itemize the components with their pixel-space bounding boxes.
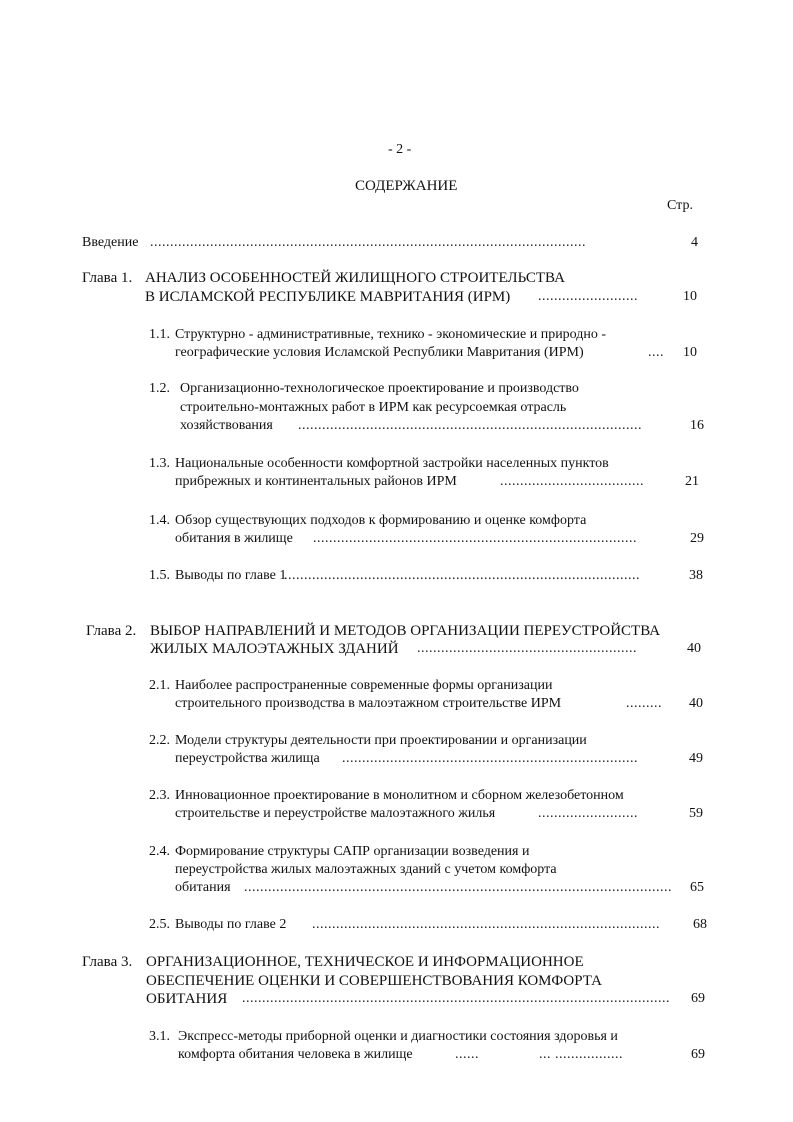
section-1-4-number: 1.4. <box>149 513 170 528</box>
section-2-2-number: 2.2. <box>149 733 170 748</box>
section-1-4-line1: Обзор существующих подходов к формированию и оценке комфорта <box>175 513 587 528</box>
chapter-2-label: Глава 2. <box>86 623 137 639</box>
chapter-2-page: 40 <box>687 641 701 656</box>
section-1-1-number: 1.1. <box>149 327 170 342</box>
section-2-2-page: 49 <box>689 751 703 766</box>
leader-dots: ................................................................................. <box>313 531 637 546</box>
chapter-1-label: Глава 1. <box>82 270 133 286</box>
section-3-1-line2: комфорта обитания человека в жилище <box>178 1047 413 1062</box>
chapter-3-title-line2: ОБЕСПЕЧЕНИЕ ОЦЕНКИ И СОВЕРШЕНСТВОВАНИЯ КОМФОРТА <box>146 973 602 989</box>
section-1-3-line1: Национальные особенности комфортной застройки населенных пунктов <box>175 456 609 471</box>
section-1-2-number: 1.2. <box>149 381 170 396</box>
section-1-5-line1: Выводы по главе 1 <box>175 568 287 583</box>
chapter-1-title-line2: В ИСЛАМСКОЙ РЕСПУБЛИКЕ МАВРИТАНИЯ (ИРМ) <box>145 289 511 305</box>
section-2-5-number: 2.5. <box>149 917 170 932</box>
section-2-1-line1: Наиболее распространенные современные формы организации <box>175 678 553 693</box>
page-title: СОДЕРЖАНИЕ <box>355 178 458 194</box>
section-2-5-page: 68 <box>693 917 707 932</box>
section-2-3-line2: строительстве и переустройстве малоэтажного жилья <box>175 806 496 821</box>
leader-dots: ......... <box>626 696 662 711</box>
leader-dots: ........................................................................................................... <box>242 991 670 1006</box>
leader-dots: ...................................................................................... <box>298 418 642 433</box>
section-2-4-number: 2.4. <box>149 844 170 859</box>
leader-dots: .... <box>648 345 664 360</box>
section-2-1-page: 40 <box>689 696 703 711</box>
leader-dots: .................................... <box>500 474 644 489</box>
section-1-4-page: 29 <box>690 531 704 546</box>
leader-dots: ............................................................................................................. <box>150 235 586 250</box>
section-2-4-line1: Формирование структуры САПР организации возведения и <box>175 844 530 859</box>
page-number: - 2 - <box>388 142 412 157</box>
section-2-5-line1: Выводы по главе 2 <box>175 917 287 932</box>
leader-dots: ......................... <box>538 806 638 821</box>
chapter-2-title-line1: ВЫБОР НАПРАВЛЕНИЙ И МЕТОДОВ ОРГАНИЗАЦИИ ПЕРЕУСТРОЙСТВА <box>150 623 661 639</box>
toc-entry-intro-label: Введение <box>82 235 139 250</box>
section-1-3-number: 1.3. <box>149 456 170 471</box>
leader-dots: ....................................................................................... <box>312 917 660 932</box>
section-1-2-page: 16 <box>690 418 704 433</box>
chapter-3-label: Глава 3. <box>82 954 133 970</box>
section-1-2-line2: строительно-монтажных работ в ИРМ как ресурсоемкая отрасль <box>180 400 567 415</box>
section-1-3-line2: прибрежных и континентальных районов ИРМ <box>175 474 457 489</box>
section-1-1-line1: Структурно - административные, технико - экономические и природно - <box>175 327 607 342</box>
section-2-4-page: 65 <box>690 880 704 895</box>
section-2-2-line2: переустройства жилища <box>175 751 320 766</box>
section-1-1-page: 10 <box>683 345 697 360</box>
chapter-3-page: 69 <box>691 991 705 1006</box>
section-2-3-line1: Инновационное проектирование в монолитном и сборном железобетонном <box>175 788 624 803</box>
section-2-2-line1: Модели структуры деятельности при проектировании и организации <box>175 733 587 748</box>
chapter-1-page: 10 <box>683 289 697 304</box>
section-1-5-page: 38 <box>689 568 703 583</box>
page-column-label: Стр. <box>667 198 693 213</box>
leader-dots: .......................................................................... <box>342 751 638 766</box>
section-1-4-line2: обитания в жилище <box>175 531 293 546</box>
section-1-1-line2: географические условия Исламской Республики Мавритания (ИРМ) <box>175 345 584 360</box>
section-2-4-line3: обитания <box>175 880 231 895</box>
leader-dots: ........................................................................................................... <box>244 880 672 895</box>
section-2-1-number: 2.1. <box>149 678 170 693</box>
section-3-1-line1: Экспресс-методы приборной оценки и диагностики состояния здоровья и <box>178 1029 618 1044</box>
leader-dots: ......................... <box>538 289 638 304</box>
section-3-1-number: 3.1. <box>149 1029 170 1044</box>
chapter-2-title-line2: ЖИЛЫХ МАЛОЭТАЖНЫХ ЗДАНИЙ <box>150 641 399 657</box>
section-2-3-number: 2.3. <box>149 788 170 803</box>
leader-dots: ......................................................................................... <box>284 568 640 583</box>
leader-dots: ...... ... ................. <box>455 1047 623 1062</box>
leader-dots: ....................................................... <box>417 641 637 656</box>
toc-entry-intro-page: 4 <box>691 235 698 250</box>
chapter-1-title-line1: АНАЛИЗ ОСОБЕННОСТЕЙ ЖИЛИЩНОГО СТРОИТЕЛЬСТВА <box>145 270 565 286</box>
section-1-2-line3: хозяйствования <box>180 418 273 433</box>
section-2-4-line2: переустройства жилых малоэтажных зданий с учетом комфорта <box>175 862 557 877</box>
section-1-2-line1: Организационно-технологическое проектирование и производство <box>180 381 579 396</box>
section-2-1-line2: строительного производства в малоэтажном строительстве ИРМ <box>175 696 562 711</box>
section-1-5-number: 1.5. <box>149 568 170 583</box>
section-1-3-page: 21 <box>685 474 699 489</box>
section-2-3-page: 59 <box>689 806 703 821</box>
chapter-3-title-line1: ОРГАНИЗАЦИОННОЕ, ТЕХНИЧЕСКОЕ И ИНФОРМАЦИОННОЕ <box>146 954 584 970</box>
section-3-1-page: 69 <box>691 1047 705 1062</box>
chapter-3-title-line3: ОБИТАНИЯ <box>146 991 228 1007</box>
